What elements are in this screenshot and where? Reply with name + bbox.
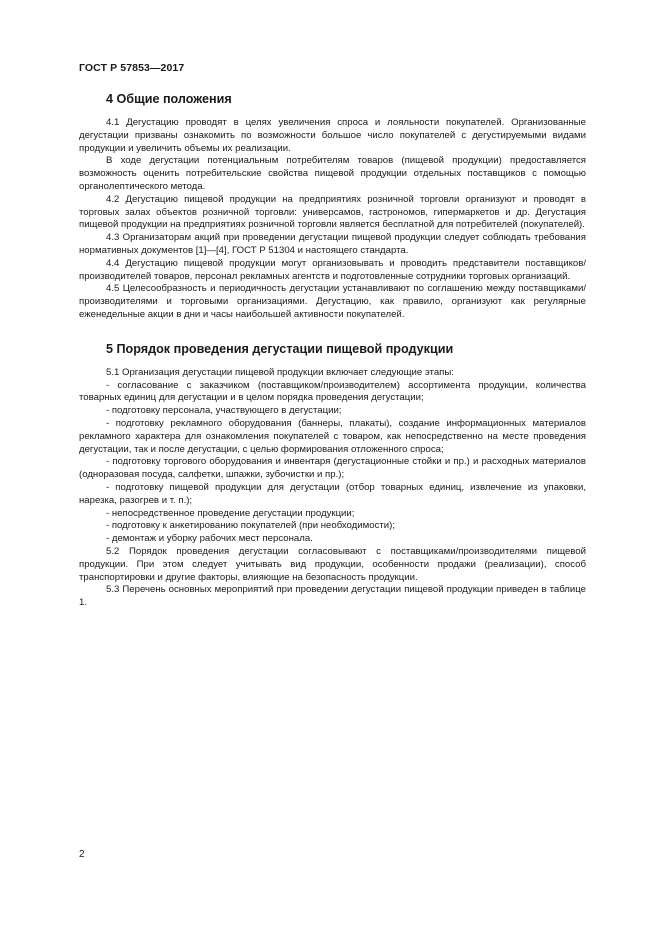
list-item: - подготовку пищевой продукции для дегустации (отбор товарных единиц, извлечение из упаковки, нарезка, разогрев и т. п.); [79,481,586,506]
list-item: - подготовку торгового оборудования и инвентаря (дегустационные стойки и пр.) и расходных материалов (одноразовая посуда, салфетки, шпажки, зубочистки и пр.); [79,456,586,481]
paragraph-5-2: 5.2 Порядок проведения дегустации согласовывают с поставщиками/производителями пищевой продукции. При этом следует учитывать вид продукции, особенности продажи (реализации), способ транспортировки и другие факторы, влияющие на безопасность продукции. [79,545,586,583]
paragraph-4-2: 4.2 Дегустацию пищевой продукции на предприятиях розничной торговли организуют и проводят в торговых залах объектов розничной торговли: универсамов, гастрономов, гипермаркетов и др. Дегустация пищевой продукции на предприятиях розничной торговли является бесплатной для потребителей (покупателей). [79,193,586,231]
paragraph-4-3: 4.3 Организаторам акций при проведении дегустации пищевой продукции следует соблюдать требования нормативных документов [1]—[4], ГОСТ Р 51304 и настоящего стандарта. [79,232,586,256]
paragraph-4-4: 4.4 Дегустацию пищевой продукции могут организовывать и проводить представители поставщиков/производителей товаров, персонал рекламных агентств и подготовленные сотрудники торговых организаций. [79,257,586,282]
document-body [79,91,586,610]
paragraph-5-3: 5.3 Перечень основных мероприятий при проведении дегустации пищевой продукции приведен в таблице 1. [79,584,586,609]
document-code-header: ГОСТ Р 57853—2017 [79,62,185,74]
paragraph-4-1: 4.1 Дегустацию проводят в целях увеличения спроса и лояльности покупателей. Организованные дегустации призваны ознакомить по возможности большое число покупателей с дегустируемыми видами продукции и увеличить объемы их реализации. [79,117,586,154]
paragraph-5-1: 5.1 Организация дегустации пищевой продукции включает следующие этапы: [106,366,454,378]
section-5-title: 5 Порядок проведения дегустации пищевой продукции [106,341,454,356]
list-item: - подготовку персонала, участвующего в дегустации; [106,405,342,417]
list-item: - демонтаж и уборку рабочих мест персонала. [106,533,313,545]
page-number: 2 [79,849,85,860]
list-item: - непосредственное проведение дегустации продукции; [106,507,355,519]
list-item: - подготовку к анкетированию покупателей (при необходимости); [106,520,395,532]
paragraph-4-1-continued: В ходе дегустации потенциальным потребителям товаров (пищевой продукции) предоставляется возможность оценить потребительские свойства пищевой продукции отдельных поставщиков с помощью органолептического метода. [79,155,586,192]
list-item: - согласование с заказчиком (поставщиком/производителем) ассортимента продукции, количества товарных единиц для дегустации и в целом порядка проведения дегустации; [79,379,586,404]
section-4-title: 4 Общие положения [106,92,232,106]
paragraph-4-5: 4.5 Целесообразность и периодичность дегустации устанавливают по соглашению между поставщиками/производителями и торговыми организациями. Дегустацию, как правило, организуют как регулярные еженедельные акции в дни и часы наибольшей активности покупателей. [79,283,586,320]
list-item: - подготовку рекламного оборудования (баннеры, плакаты), создание информационных материалов рекламного характера для ознакомления покупателей с товаром, как непосредственно на месте проведения дегустации, так и после дегустации, с целью формирования отложенного спроса; [79,417,586,455]
